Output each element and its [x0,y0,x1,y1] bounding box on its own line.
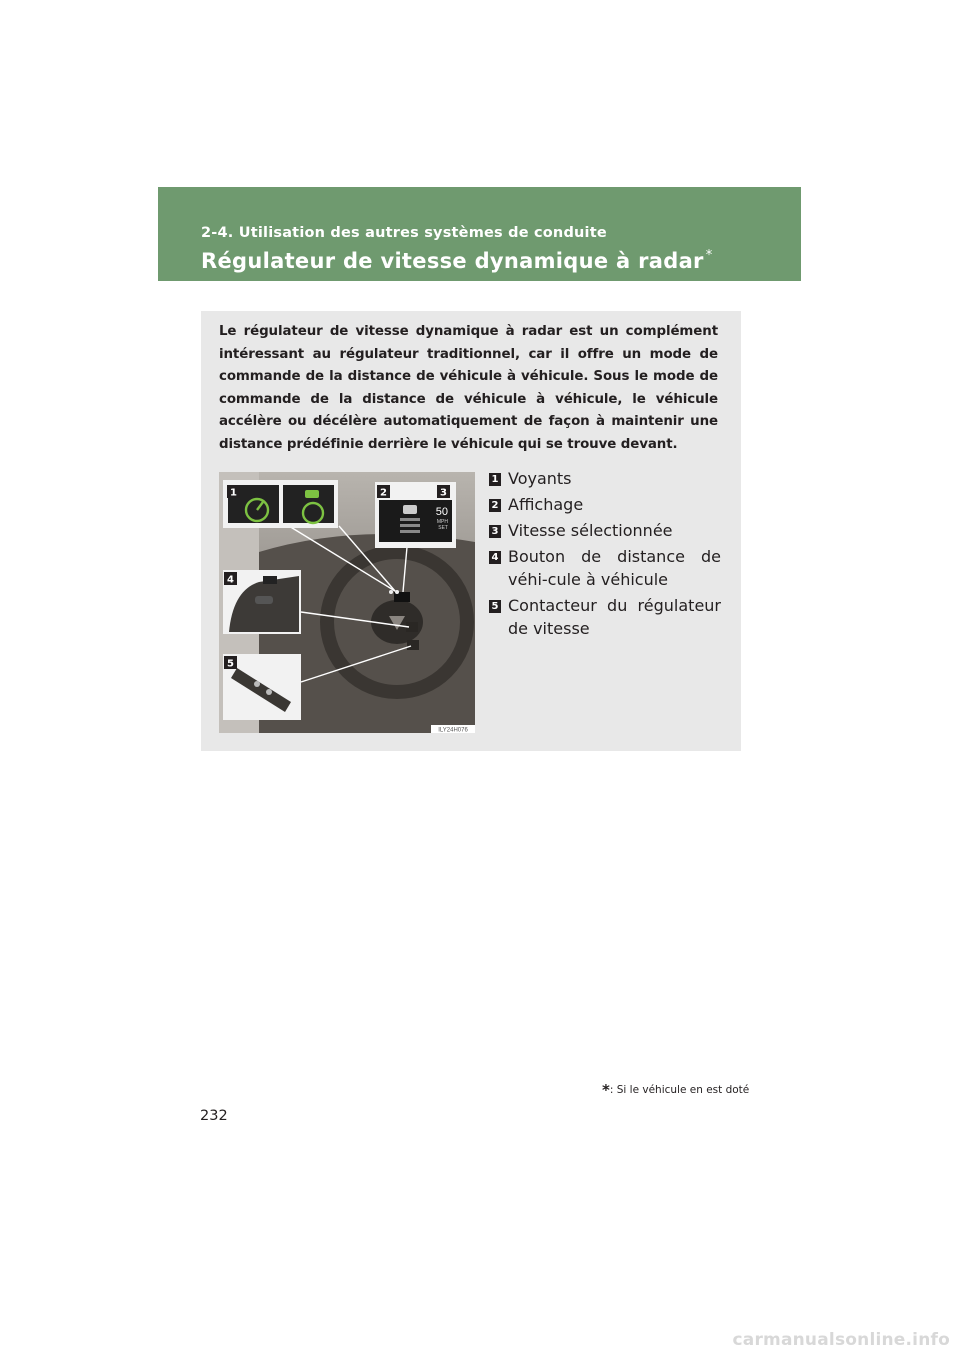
image-code: ILY24H076 [438,727,468,733]
legend-label: Contacteur du régulateur de vitesse [508,596,721,638]
display-car-icon [403,505,417,514]
figure-legend [489,467,721,643]
callout-1: 1 [230,487,237,499]
display-unit: MPH [436,519,448,525]
page-number: 232 [200,1108,228,1124]
display-distance-bar [400,524,420,527]
watermark: carmanualsonline.info [732,1330,950,1350]
vehicle-ahead-icon [305,490,319,498]
legend-number: 4 [489,551,501,564]
footnote [602,1081,749,1099]
display-distance-bar [400,518,420,521]
legend-number: 5 [489,600,501,613]
section-label: 2-4. Utilisation des autres systèmes de conduite [201,225,607,241]
lever-marking [266,689,272,695]
distance-switch-icon [255,596,273,604]
intro-paragraph: Le régulateur de vitesse dynamique à radar est un complément intéressant au régulateur traditionnel, car il offre un mode de commande de la distance de véhicule à véhicule. Sous le mode de commande de la distance de véhicule à véhicule, le véhicule accélère ou décélère automatiquement de façon à maintenir une distance prédéfinie derrière le véhicule qui se trouve devant. [219,324,718,452]
legend-label: Voyants [508,469,572,488]
legend-item [489,594,721,640]
legend-number: 2 [489,499,501,512]
display-speed: 50 [435,506,448,518]
lever-marking [254,681,260,687]
callout-4: 4 [227,574,234,586]
page-title-text: Régulateur de vitesse dynamique à radar [201,249,704,273]
legend-item [489,467,721,490]
legend-label: Vitesse sélectionnée [508,521,673,540]
cluster-indicator-dot [389,590,393,594]
legend-number: 3 [489,525,501,538]
callout-3: 3 [440,487,447,499]
legend-item [489,545,721,591]
legend-label: Affichage [508,495,584,514]
title-footnote-mark: * [705,248,713,263]
display-distance-bar [400,530,420,533]
legend-item [489,519,721,542]
dashboard-figure [219,472,475,733]
callout-5: 5 [227,658,234,670]
cruise-lever-spot [407,640,419,650]
intro-panel [201,311,741,751]
legend-label: Bouton de distance de véhi-cule à véhicule [508,547,721,589]
legend-item [489,493,721,516]
display-set: SET [438,525,448,531]
cluster-indicator-dot [395,590,399,594]
page-title [201,248,713,273]
footnote-text: : Si le véhicule en est doté [609,1084,750,1096]
footnote-mark: * [602,1081,610,1099]
legend-number: 1 [489,473,501,486]
callout-2: 2 [380,487,387,499]
switch-button [263,576,277,584]
dashboard-illustration [219,472,475,733]
section-header [158,187,801,281]
